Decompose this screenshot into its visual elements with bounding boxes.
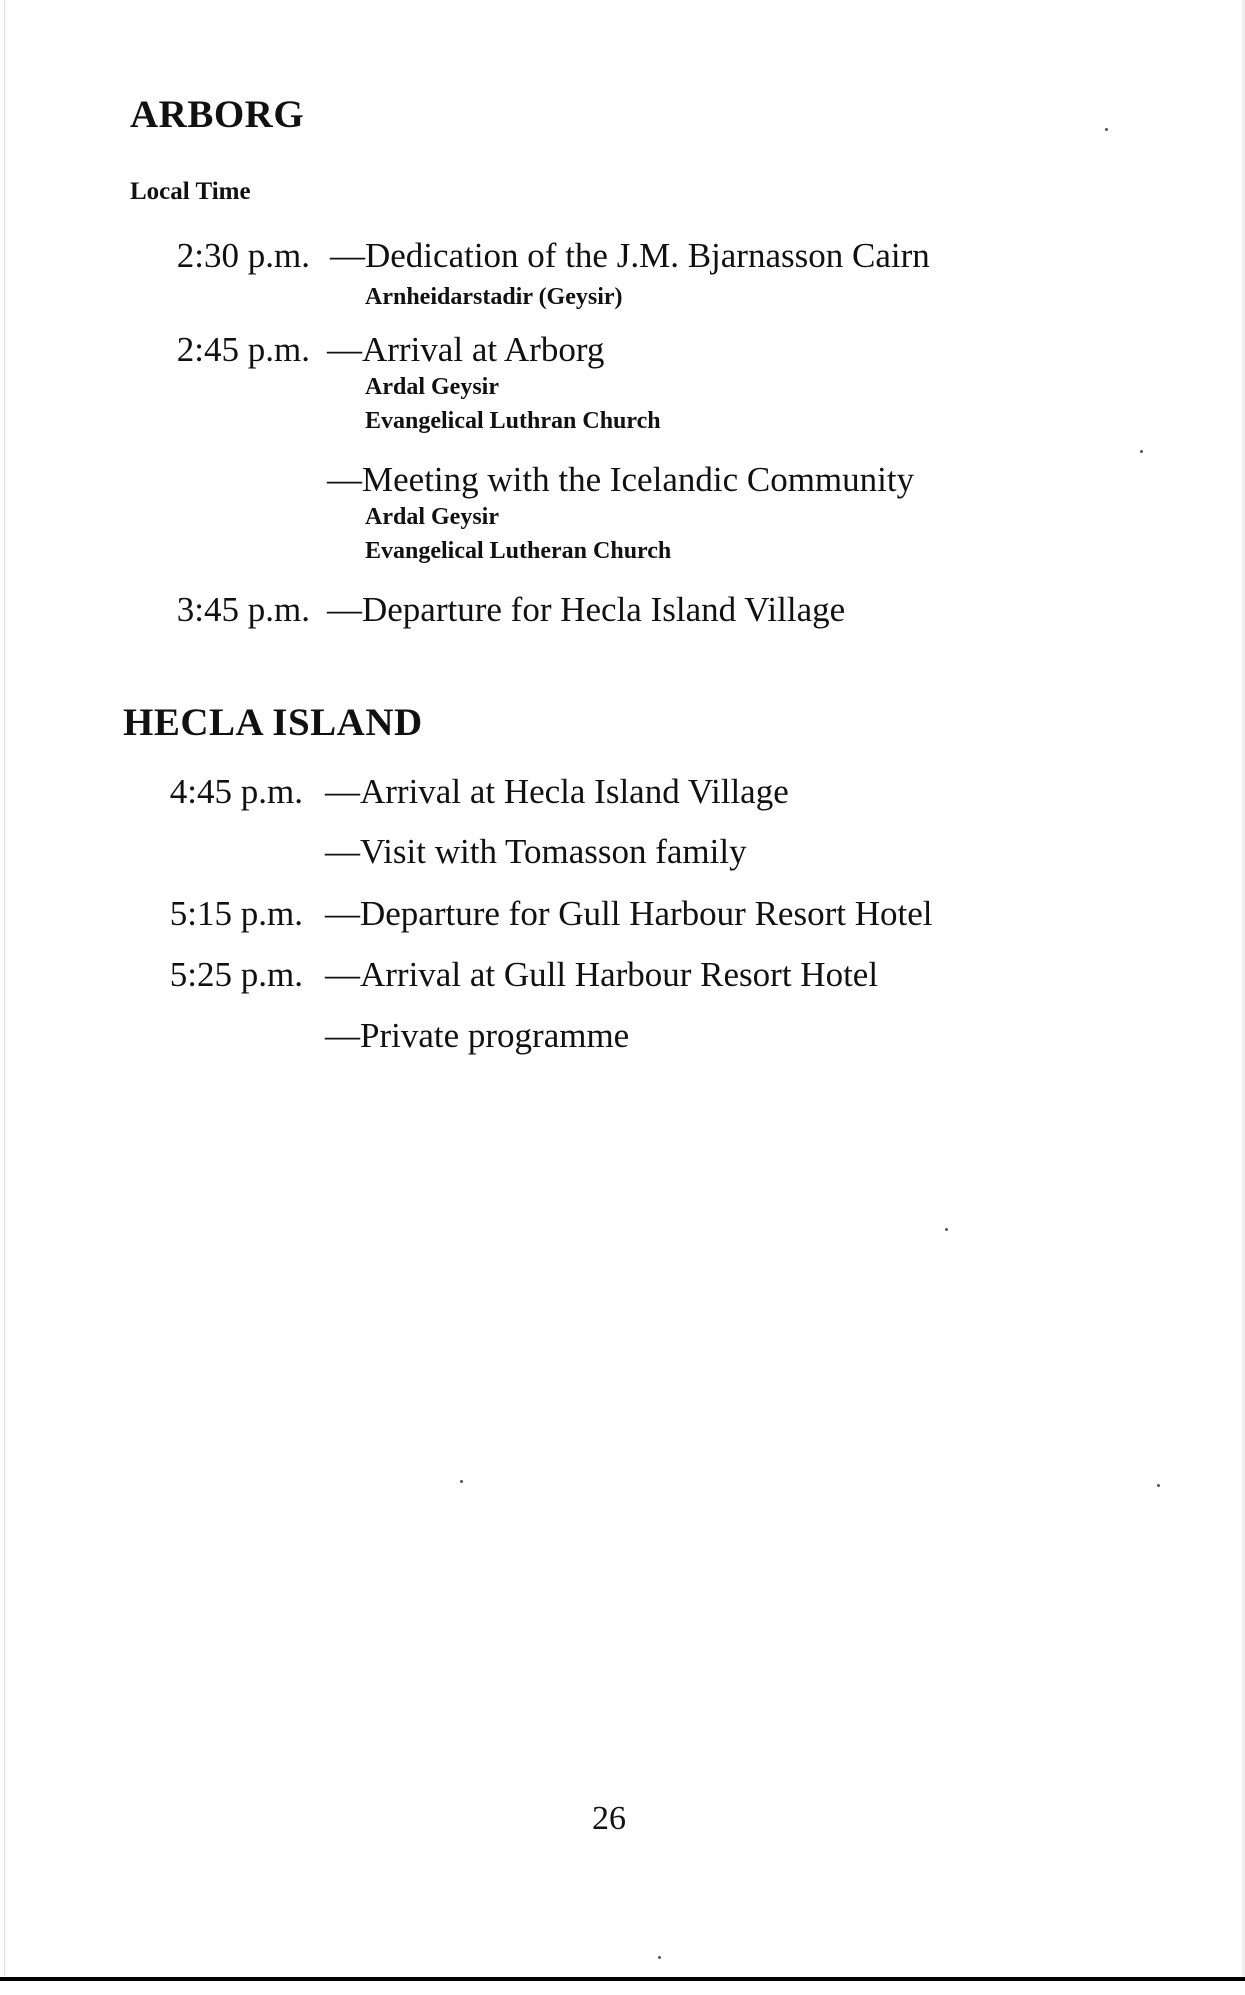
scan-speck — [1157, 1484, 1160, 1487]
scan-speck — [658, 1956, 661, 1959]
event-time: 2:30 p.m. — [176, 236, 310, 275]
event-time: 5:25 p.m. — [169, 955, 303, 994]
event-description: —Arrival at Arborg — [327, 330, 605, 369]
scan-speck — [460, 1480, 463, 1483]
event-location: Evangelical Lutheran Church — [365, 538, 672, 564]
page-number: 26 — [592, 1800, 626, 1837]
event-description: —Private programme — [325, 1016, 630, 1055]
event-description: —Departure for Gull Harbour Resort Hotel — [325, 894, 933, 933]
section-title-arborg: ARBORG — [130, 93, 305, 136]
event-description: —Departure for Hecla Island Village — [327, 590, 846, 629]
event-description: —Dedication of the J.M. Bjarnasson Cairn — [330, 236, 930, 275]
event-location: Ardal Geysir — [365, 504, 499, 530]
event-time: 2:45 p.m. — [176, 330, 310, 369]
scan-speck — [1105, 128, 1108, 131]
page-bottom-edge — [0, 1977, 1245, 1995]
event-location: Evangelical Luthran Church — [365, 408, 661, 434]
event-description: —Visit with Tomasson family — [325, 832, 747, 871]
event-description: —Meeting with the Icelandic Community — [327, 460, 915, 499]
scan-speck — [1140, 450, 1143, 453]
page-margin-edge — [4, 0, 35, 1975]
event-time: 3:45 p.m. — [176, 590, 310, 629]
event-location: Ardal Geysir — [365, 374, 499, 400]
local-time-heading: Local Time — [130, 178, 251, 205]
event-time: 5:15 p.m. — [169, 894, 303, 933]
event-description: —Arrival at Gull Harbour Resort Hotel — [325, 955, 879, 994]
event-description: —Arrival at Hecla Island Village — [325, 772, 789, 811]
event-time: 4:45 p.m. — [169, 772, 303, 811]
section-title-hecla-island: HECLA ISLAND — [123, 701, 423, 744]
event-location: Arnheidarstadir (Geysir) — [365, 284, 623, 310]
scan-speck — [945, 1228, 948, 1231]
